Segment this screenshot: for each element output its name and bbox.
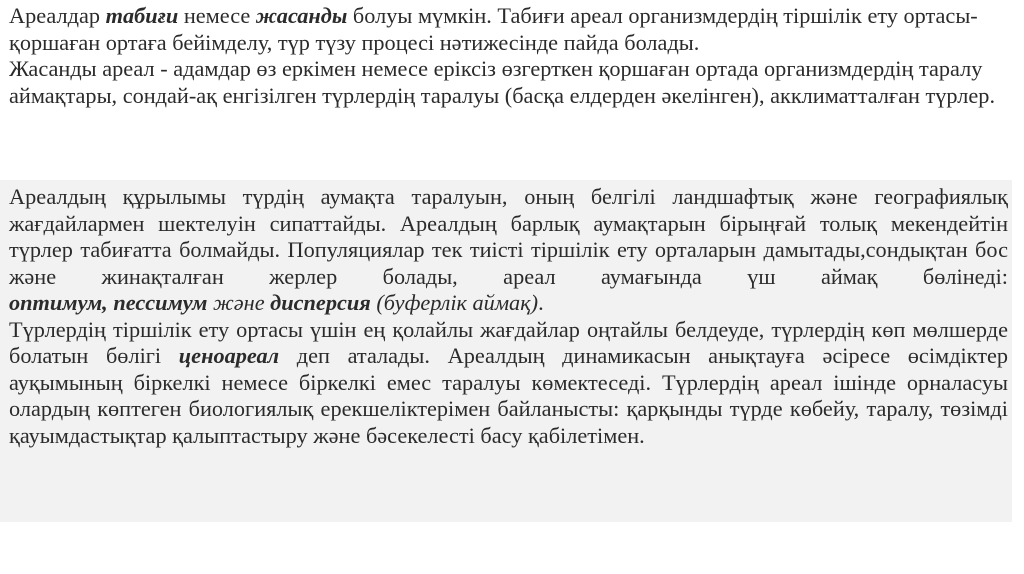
intro-text: немесе <box>178 3 256 28</box>
structure-text: . <box>538 290 544 315</box>
term-natural: табиғи <box>105 3 179 28</box>
intro-text-block <box>0 3 1024 109</box>
term-artificial: жасанды <box>255 3 348 28</box>
term-buffer-zone: (буферлік аймақ) <box>370 290 539 315</box>
structure-text-block <box>0 180 1012 522</box>
zones-conjunction: және <box>207 290 271 315</box>
intro-paragraph-artificial-areal: Жасанды ареал - адамдар өз еркімен немесе еріксіз өзгерткен қоршаған ортада организмдердің таралу аймақтары, сондай-ақ енгізілген түрлердің таралуы (басқа елдерден әкелінген), акклиматталған түрлер. <box>9 56 996 108</box>
term-optimum-pessimum: оптимум, пессимум <box>9 290 208 315</box>
structure-text: Ареалдың құрылымы түрдің аумақта таралуын, оның белгілі ландшафтық және географиялық жағдайлармен шектелуін сипаттайды. Ареалдың барлық аумақтарын бірыңғай толық мекендейтін түрлер табиғатта болмайды. Популяциялар тек тиісті тіршілік ету орталарын дамытады,сондықтан бос және жинақталған жерлер болады, ареал аумағында үш аймақ бөлінеді: <box>9 184 1008 289</box>
structure-paragraph-cenoareal <box>9 317 1008 450</box>
intro-paragraph-natural-areal <box>9 3 1016 56</box>
intro-text: Ареалдар <box>9 3 106 28</box>
term-dispersion: дисперсия <box>270 290 371 315</box>
structure-text: деп аталады. Ареалдың динамикасын анықтауға әсіресе өсімдіктер ауқымының біркелкі немесе біркелкі емес таралуы көмектеседі. Түрлердің ареал ішінде орналасуы олардың көптеген биологиялық ерекшеліктерімен байланысты: қарқынды түрде көбейу, таралу, төзімді қауымдастықтар қалыптастыру және бәсекелесті басу қабілетімен. <box>9 343 1008 448</box>
structure-text: Түрлердің тіршілік ету ортасы үшін ең қолайлы жағдайлар оңтайлы белдеуде, түрлердің көп мөлшерде болатын бөлігі <box>9 316 1008 368</box>
intro-text: болуы мүмкін. Табиғи ареал организмдердің тіршілік ету ортасы- қоршаған ортаға бейімделу, түр түзу процесі нәтижесінде пайда болады. <box>9 3 978 55</box>
zones-phrase <box>9 290 544 315</box>
structure-paragraph-zones <box>9 184 1008 317</box>
term-cenoareal: ценоареал <box>178 343 280 368</box>
